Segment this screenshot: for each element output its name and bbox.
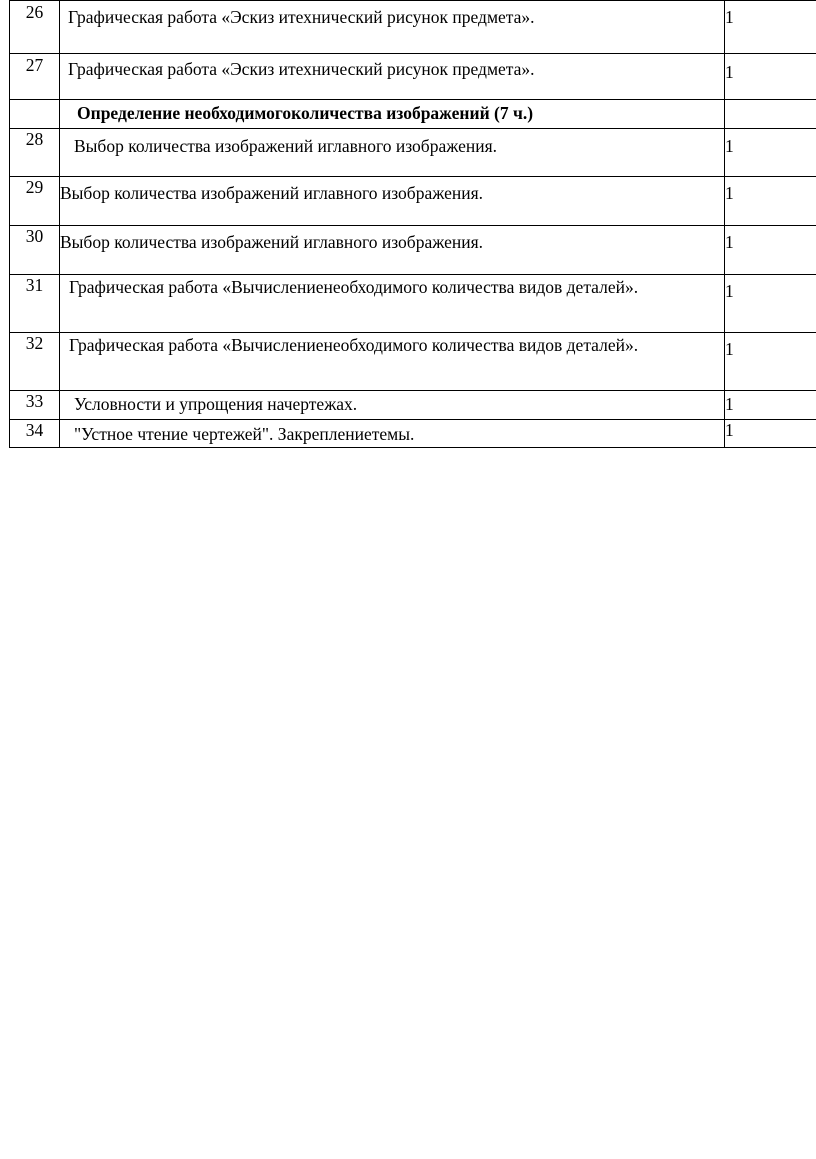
lesson-topic: Условности и упрощения начертежах. xyxy=(74,394,358,414)
lesson-topic: Графическая работа «Вычислениенеобходимого количества видов деталей». xyxy=(69,277,639,297)
lesson-topic-cell xyxy=(60,333,725,391)
lesson-number: 26 xyxy=(10,1,60,54)
lesson-topic: Выбор количества изображений иглавного изображения. xyxy=(60,232,484,252)
lesson-topic-cell xyxy=(60,391,725,420)
table-row xyxy=(10,275,816,333)
lesson-topic-cell xyxy=(60,226,725,275)
lesson-topic: Выбор количества изображений иглавного изображения. xyxy=(74,136,498,156)
lesson-hours: 1 xyxy=(725,333,816,391)
lesson-number: 30 xyxy=(10,226,60,275)
lesson-topic-cell xyxy=(60,420,725,448)
section-title: Определение необходимогоколичества изображений (7 ч.) xyxy=(77,103,534,123)
lesson-topic-cell xyxy=(60,275,725,333)
lesson-topic: Графическая работа «Эскиз итехнический рисунок предмета». xyxy=(68,7,535,27)
lesson-number: 31 xyxy=(10,275,60,333)
table-row xyxy=(10,333,816,391)
lesson-topic: Выбор количества изображений иглавного изображения. xyxy=(60,183,484,203)
lesson-number: 27 xyxy=(10,54,60,100)
lesson-topic: Графическая работа «Вычислениенеобходимого количества видов деталей». xyxy=(69,335,639,355)
table-row xyxy=(10,177,816,226)
table-row xyxy=(10,129,816,177)
lesson-hours xyxy=(725,100,816,129)
lesson-number: 34 xyxy=(10,420,60,448)
lesson-topic: Графическая работа «Эскиз итехнический рисунок предмета». xyxy=(68,59,535,79)
lesson-hours: 1 xyxy=(725,226,816,275)
lesson-hours: 1 xyxy=(725,275,816,333)
lesson-topic-cell xyxy=(60,177,725,226)
lesson-topic: "Устное чтение чертежей". Закреплениетемы. xyxy=(74,424,415,444)
lesson-number xyxy=(10,100,60,129)
lesson-topic-cell xyxy=(60,1,725,54)
lesson-hours: 1 xyxy=(725,391,816,420)
table-row xyxy=(10,391,816,420)
lesson-number: 33 xyxy=(10,391,60,420)
table-row xyxy=(10,1,816,54)
lesson-topic-cell xyxy=(60,54,725,100)
lesson-hours: 1 xyxy=(725,129,816,177)
section-header-row xyxy=(10,100,816,129)
lesson-hours: 1 xyxy=(725,54,816,100)
table-row xyxy=(10,226,816,275)
lesson-number: 29 xyxy=(10,177,60,226)
lesson-hours: 1 xyxy=(725,177,816,226)
lesson-topic-cell xyxy=(60,129,725,177)
lesson-hours: 1 xyxy=(725,1,816,54)
lesson-plan-table xyxy=(9,0,816,448)
lesson-hours: 1 xyxy=(725,420,816,448)
lesson-number: 28 xyxy=(10,129,60,177)
lesson-number: 32 xyxy=(10,333,60,391)
section-title-cell xyxy=(60,100,725,129)
table-row xyxy=(10,54,816,100)
table-row xyxy=(10,420,816,448)
